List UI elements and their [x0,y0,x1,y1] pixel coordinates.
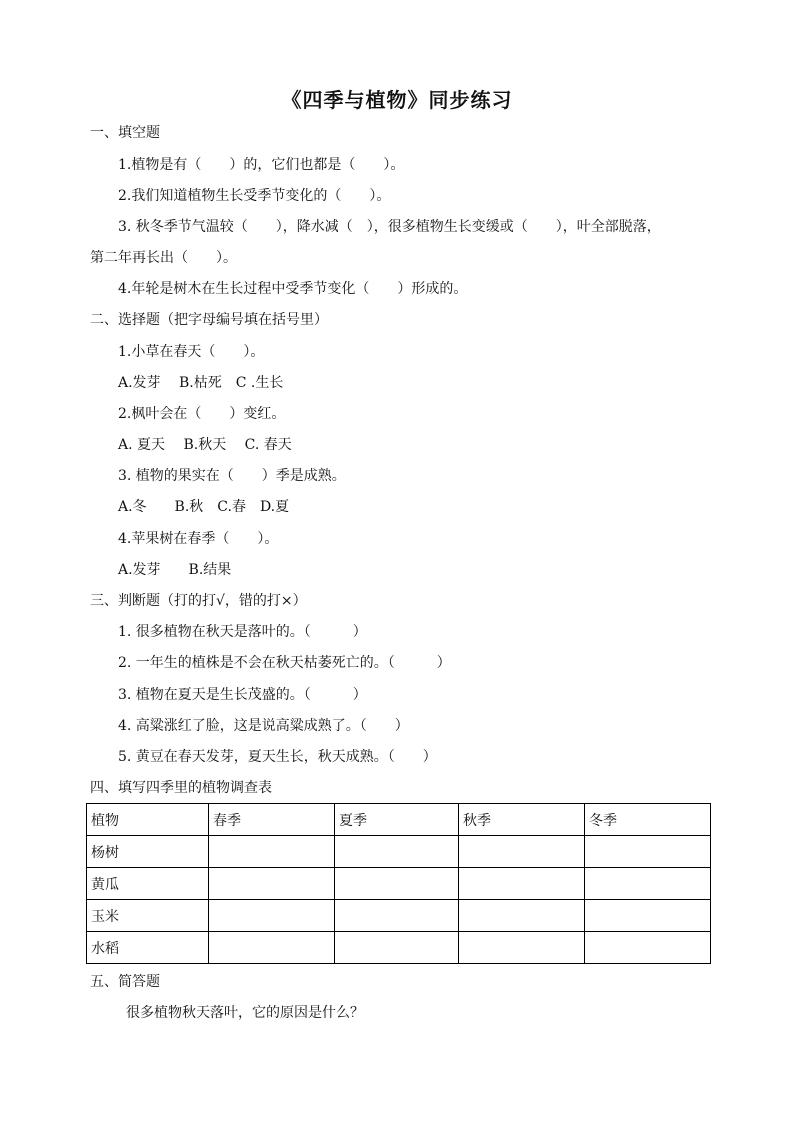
fill-question-2: 2.我们知道植物生长受季节变化的（ ）。 [118,188,391,204]
answer-cell[interactable] [459,900,585,932]
row-label-corn: 玉米 [87,900,209,932]
answer-cell[interactable] [335,932,459,964]
table-row [87,900,711,932]
section-4-heading: 四、填写四季里的植物调查表 [90,780,272,796]
answer-cell[interactable] [585,836,711,868]
section-2-heading: 二、选择题（把字母编号填在括号里） [90,312,328,328]
judge-question-4: 4. 高粱涨红了脸，这是说高粱成熟了。（ ） [118,718,409,734]
section-3-heading: 三、判断题（打的打√，错的打×） [90,593,307,609]
judge-question-3: 3. 植物在夏天是生长茂盛的。（ ） [118,687,367,703]
answer-cell[interactable] [459,836,585,868]
answer-cell[interactable] [585,932,711,964]
table-row [87,868,711,900]
worksheet-title: 《四季与植物》同步练习 [281,88,513,112]
table-header-row [87,804,711,836]
table-row [87,932,711,964]
choice-question-3-options: A.冬 B.秋 C.春 D.夏 [118,499,290,515]
answer-cell[interactable] [459,932,585,964]
fill-question-3-continued: 第二年再长出（ ）。 [90,250,237,266]
judge-question-1: 1. 很多植物在秋天是落叶的。（ ） [118,624,367,640]
header-cell-winter: 冬季 [585,804,711,836]
answer-cell[interactable] [335,900,459,932]
answer-cell[interactable] [209,868,335,900]
answer-cell[interactable] [459,868,585,900]
choice-question-4-options: A.发芽 B.结果 [118,562,232,578]
answer-cell[interactable] [209,836,335,868]
answer-cell[interactable] [585,868,711,900]
row-label-poplar: 杨树 [87,836,209,868]
answer-cell[interactable] [585,900,711,932]
choice-question-3: 3. 植物的果实在（ ）季是成熟。 [118,468,346,484]
choice-question-1-options: A.发芽 B.枯死 C .生长 [118,375,284,391]
fill-question-1: 1.植物是有（ ）的，它们也都是（ ）。 [118,157,405,173]
short-answer-question-1: 很多植物秋天落叶，它的原因是什么？ [126,1005,364,1021]
fill-question-3: 3. 秋冬季节气温较（ ），降水减（ ），很多植物生长变缓或（ ），叶全部脱落， [118,219,661,235]
answer-cell[interactable] [335,868,459,900]
answer-cell[interactable] [209,932,335,964]
header-cell-plant: 植物 [87,804,209,836]
fill-question-4: 4.年轮是树木在生长过程中受季节变化（ ）形成的。 [118,281,468,297]
answer-cell[interactable] [209,900,335,932]
choice-question-2: 2.枫叶会在（ ）变红。 [118,406,286,422]
section-1-heading: 一、填空题 [90,125,160,141]
choice-question-4: 4.苹果树在春季（ ）。 [118,531,279,547]
table-row [87,836,711,868]
plant-survey-table [86,803,711,964]
section-5-heading: 五、简答题 [90,974,160,990]
choice-question-2-options: A. 夏天 B.秋天 C. 春天 [118,437,292,453]
row-label-cucumber: 黄瓜 [87,868,209,900]
choice-question-1: 1.小草在春天（ ）。 [118,344,265,360]
answer-cell[interactable] [335,836,459,868]
header-cell-summer: 夏季 [335,804,459,836]
header-cell-spring: 春季 [209,804,335,836]
row-label-rice: 水稻 [87,932,209,964]
judge-question-2: 2. 一年生的植株是不会在秋天枯萎死亡的。（ ） [118,655,451,671]
header-cell-autumn: 秋季 [459,804,585,836]
judge-question-5: 5. 黄豆在春天发芽，夏天生长，秋天成熟。（ ） [118,749,437,765]
